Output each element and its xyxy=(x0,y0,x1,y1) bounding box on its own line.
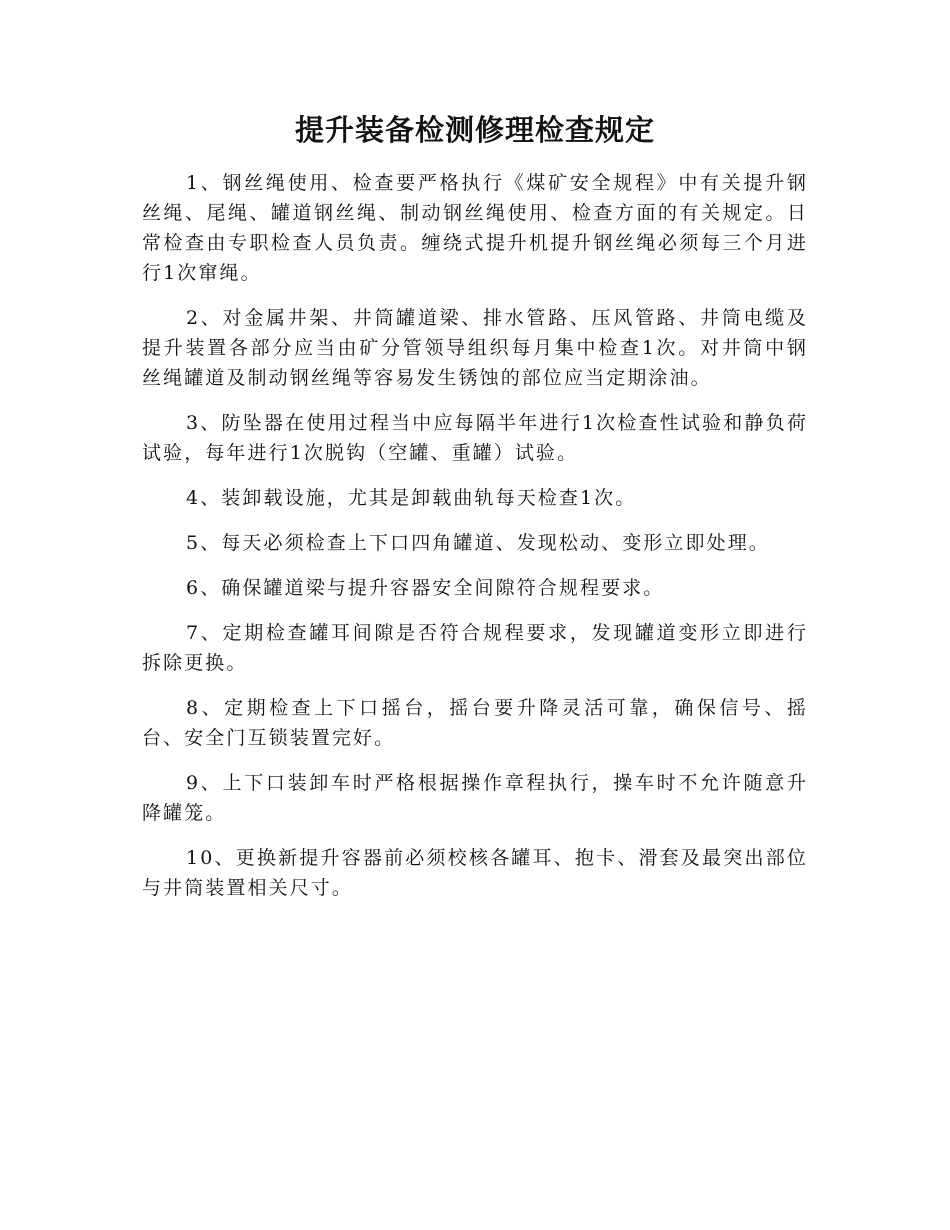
paragraph-3: 3、防坠器在使用过程当中应每隔半年进行1次检查性试验和静负荷试验，每年进行1次脱钩（空罐、重罐）试验。 xyxy=(142,412,808,464)
paragraph-5: 5、每天必须检查上下口四角罐道、发现松动、变形立即处理。 xyxy=(186,532,770,554)
paragraph-7: 7、定期检查罐耳间隙是否符合规程要求，发现罐道变形立即进行拆除更换。 xyxy=(142,622,808,674)
paragraph-8: 8、定期检查上下口摇台，摇台要升降灵活可靠，确保信号、摇台、安全门互锁装置完好。 xyxy=(142,697,808,749)
document-title: 提升装备检测修理检查规定 xyxy=(294,113,655,147)
paragraph-10: 10、更换新提升容器前必须校核各罐耳、抱卡、滑套及最突出部位与井筒装置相关尺寸。 xyxy=(142,847,808,899)
paragraph-2: 2、对金属井架、井筒罐道梁、排水管路、压风管路、井筒电缆及提升装置各部分应当由矿分管领导组织每月集中检查1次。对井筒中钢丝绳罐道及制动钢丝绳等容易发生锈蚀的部位应当定期涂油。 xyxy=(142,307,808,389)
paragraph-4: 4、装卸载设施，尤其是卸载曲轨每天检查1次。 xyxy=(186,487,637,509)
paragraph-6: 6、确保罐道梁与提升容器安全间隙符合规程要求。 xyxy=(186,577,665,599)
document-body xyxy=(142,168,808,918)
paragraph-1: 1、钢丝绳使用、检查要严格执行《煤矿安全规程》中有关提升钢丝绳、尾绳、罐道钢丝绳、制动钢丝绳使用、检查方面的有关规定。日常检查由专职检查人员负责。缠绕式提升机提升钢丝绳必须每三个月进行1次窜绳。 xyxy=(142,172,808,284)
paragraph-9: 9、上下口装卸车时严格根据操作章程执行，操车时不允许随意升降罐笼。 xyxy=(142,772,808,824)
